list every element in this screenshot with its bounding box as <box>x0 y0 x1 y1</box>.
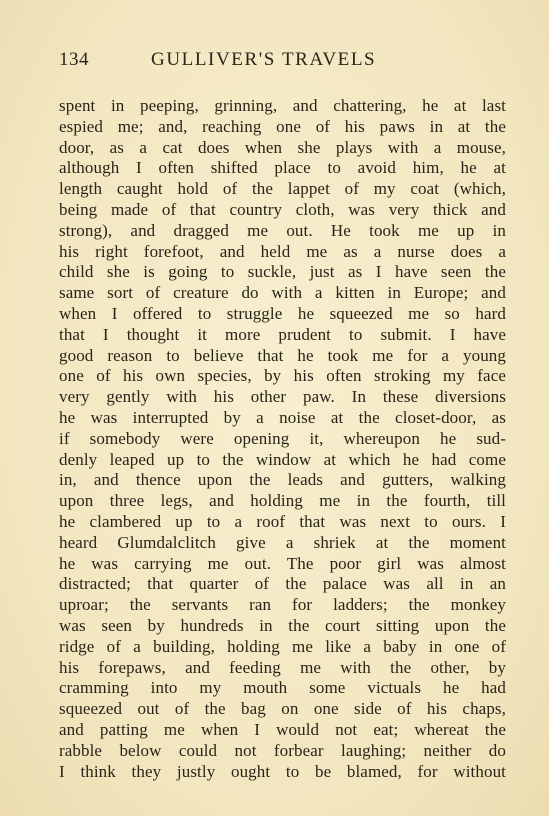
text-line: distracted; that quarter of the palace was all in an <box>59 574 506 594</box>
text-line: spent in peeping, grinning, and chattering, he at last <box>59 96 506 115</box>
text-line: his right forefoot, and held me as a nurse does a <box>59 241 506 261</box>
text-line: rabble below could not forbear laughing; neither do <box>59 740 506 760</box>
text-line: child she is going to suckle, just as I have seen the <box>59 262 506 282</box>
running-head: GULLIVER'S TRAVELS <box>151 49 377 70</box>
page-header <box>59 49 489 75</box>
text-line: heard Glumdalclitch give a shriek at the moment <box>59 532 506 552</box>
text-line: was seen by hundreds in the court sitting upon the <box>59 615 506 635</box>
text-line: when I offered to struggle he squeezed me so hard <box>59 303 506 323</box>
text-line: if somebody were opening it, whereupon he sud- <box>59 428 506 448</box>
text-line: he clambered up to a roof that was next to ours. I <box>59 511 506 531</box>
text-line: although I often shifted place to avoid him, he at <box>59 158 506 178</box>
text-line: he was carrying me out. The poor girl was almost <box>59 553 506 573</box>
text-line: his forepaws, and feeding me with the other, by <box>59 657 506 677</box>
text-line: uproar; the servants ran for ladders; the monkey <box>59 595 506 615</box>
text-line: strong), and dragged me out. He took me up in <box>59 220 506 240</box>
text-line: one of his own species, by his often stroking my face <box>59 366 506 386</box>
text-line: ridge of a building, holding me like a baby in one of <box>59 636 506 656</box>
page-number: 134 <box>59 49 89 70</box>
text-line: he was interrupted by a noise at the closet-door, as <box>59 407 506 427</box>
text-line: in, and thence upon the leads and gutters, walking <box>59 470 506 490</box>
text-line: denly leaped up to the window at which he had come <box>59 449 506 469</box>
text-line: espied me; and, reaching one of his paws in at the <box>59 116 506 136</box>
text-line: and patting me when I would not eat; whereat the <box>59 719 506 739</box>
text-line: that I thought it more prudent to submit. I have <box>59 324 506 344</box>
text-line: good reason to believe that he took me for a young <box>59 345 506 365</box>
text-line: I think they justly ought to be blamed, for without <box>59 761 506 781</box>
text-line: squeezed out of the bag on one side of his chaps, <box>59 699 506 719</box>
text-line: same sort of creature do with a kitten in Europe; and <box>59 283 506 303</box>
text-line: very gently with his other paw. In these diversions <box>59 387 506 407</box>
text-line: cramming into my mouth some victuals he had <box>59 678 506 698</box>
text-line: door, as a cat does when she plays with a mouse, <box>59 137 506 157</box>
text-line: length caught hold of the lappet of my coat (which, <box>59 179 506 199</box>
body-text <box>59 96 506 782</box>
text-line: being made of that country cloth, was very thick and <box>59 199 506 219</box>
text-line: upon three legs, and holding me in the fourth, till <box>59 491 506 511</box>
